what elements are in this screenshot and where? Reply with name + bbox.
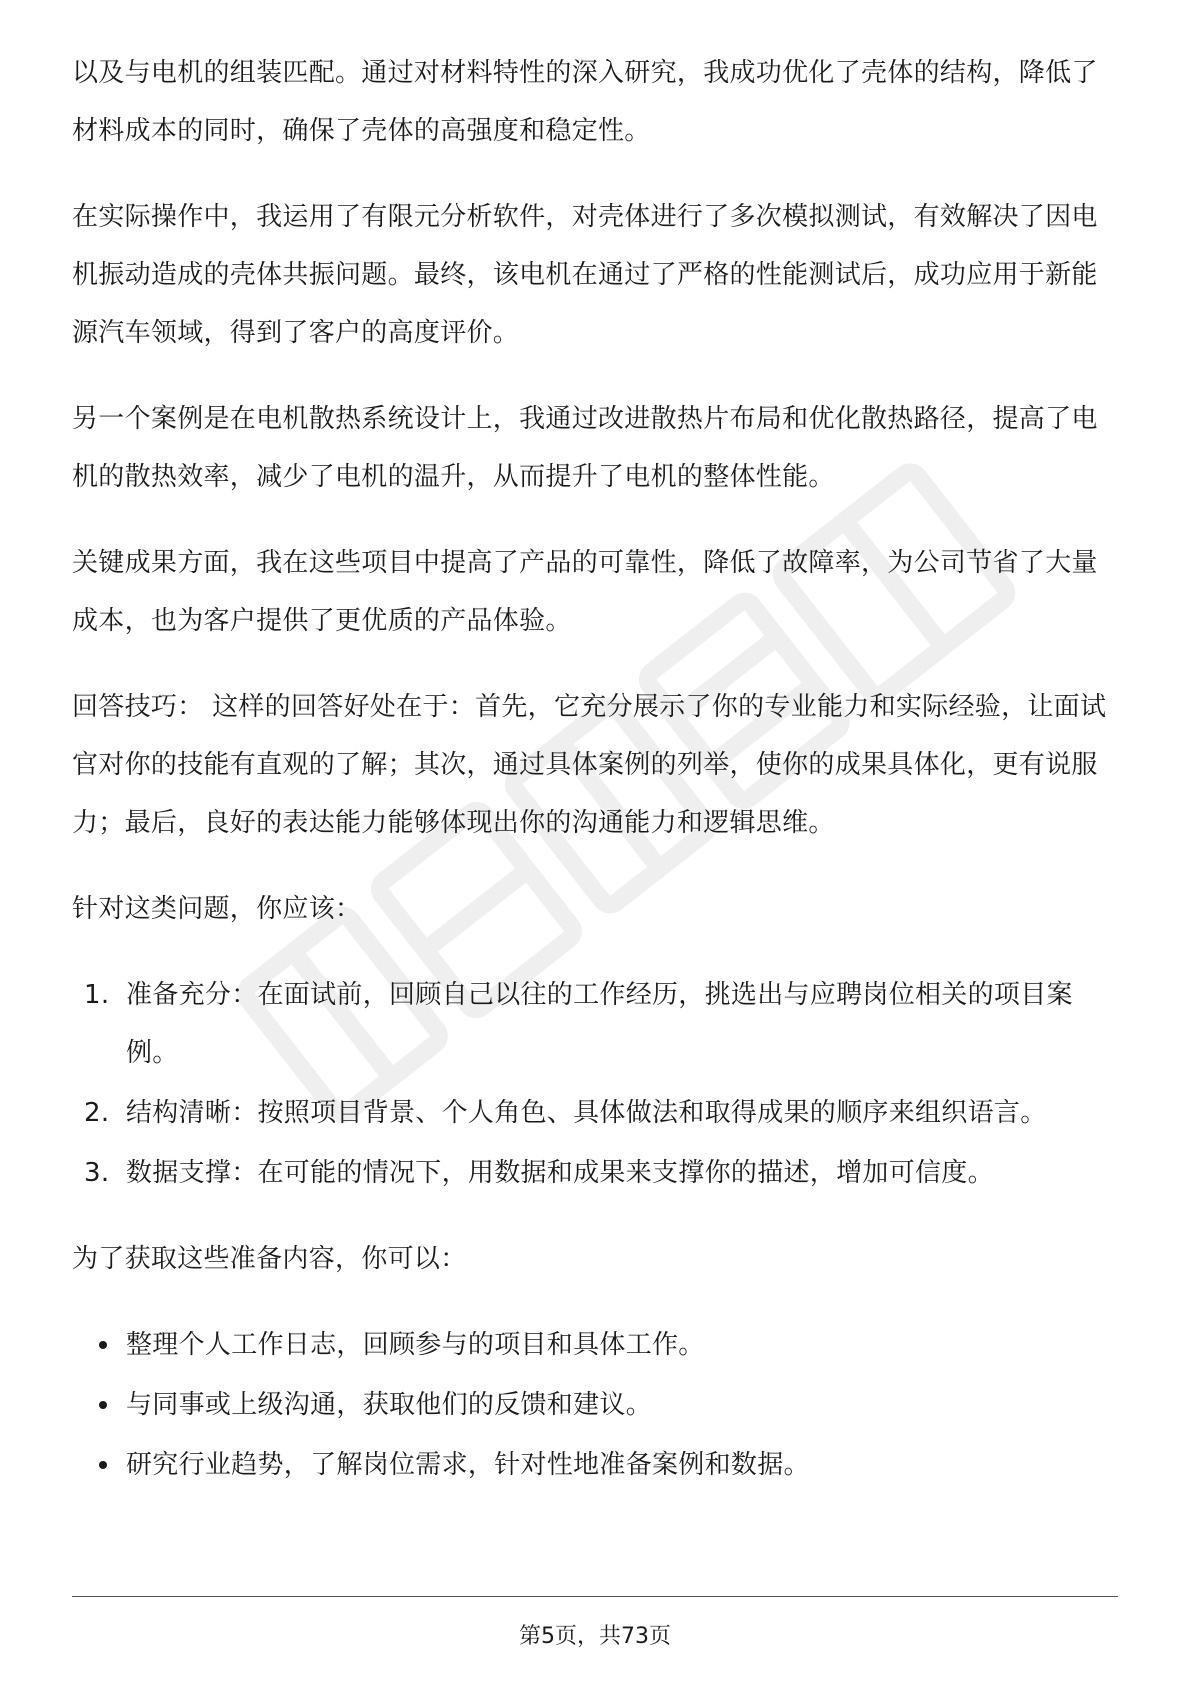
paragraph: 以及与电机的组装匹配。通过对材料特性的深入研究，我成功优化了壳体的结构，降低了材料成本的同时，确保了壳体的高强度和稳定性。 bbox=[72, 58, 1098, 146]
list-item-text: 研究行业趋势，了解岗位需求，针对性地准备案例和数据。 bbox=[126, 1450, 810, 1480]
bullet-icon bbox=[99, 1461, 107, 1469]
list-item-text: 准备充分：在面试前，回顾自己以往的工作经历，挑选出与应聘岗位相关的项目案例。 bbox=[126, 980, 1073, 1068]
list-item-text: 数据支撑：在可能的情况下，用数据和成果来支撑你的描述，增加可信度。 bbox=[126, 1158, 994, 1188]
list-item bbox=[72, 1376, 1118, 1434]
paragraph: 回答技巧： 这样的回答好处在于：首先，它充分展示了你的专业能力和实际经验，让面试官对你的技能有直观的了解；其次，通过具体案例的列举，使你的成果具体化，更有说服力；最后，良好的表达能力能够体现出你的沟通能力和逻辑思维。 bbox=[72, 692, 1107, 838]
paragraph: 关键成果方面，我在这些项目中提高了产品的可靠性，降低了故障率，为公司节省了大量成本，也为客户提供了更优质的产品体验。 bbox=[72, 548, 1098, 636]
bullet-list bbox=[72, 1316, 1118, 1494]
document-body bbox=[72, 44, 1118, 1496]
page-number: 第5页，共73页 bbox=[519, 1624, 671, 1649]
paragraph: 在实际操作中，我运用了有限元分析软件，对壳体进行了多次模拟测试，有效解决了因电机振动造成的壳体共振问题。最终，该电机在通过了严格的性能测试后，成功应用于新能源汽车领域，得到了客户的高度评价。 bbox=[72, 202, 1098, 348]
list-item-text: 结构清晰：按照项目背景、个人角色、具体做法和取得成果的顺序来组织语言。 bbox=[126, 1098, 1047, 1128]
numbered-list bbox=[72, 966, 1118, 1202]
bullet-icon bbox=[99, 1401, 107, 1409]
list-item-text: 与同事或上级沟通，获取他们的反馈和建议。 bbox=[126, 1390, 653, 1420]
footer-divider bbox=[72, 1596, 1118, 1597]
list-item bbox=[72, 1436, 1118, 1494]
paragraph: 为了获取这些准备内容，你可以： bbox=[72, 1244, 467, 1274]
list-number: 3. bbox=[84, 1158, 110, 1188]
bullet-icon bbox=[99, 1341, 107, 1349]
paragraph: 另一个案例是在电机散热系统设计上，我通过改进散热片布局和优化散热路径，提高了电机的散热效率，减少了电机的温升，从而提升了电机的整体性能。 bbox=[72, 404, 1098, 492]
list-number: 1. bbox=[84, 980, 110, 1010]
list-number: 2. bbox=[84, 1098, 110, 1128]
list-item bbox=[72, 1316, 1118, 1374]
list-item-text: 整理个人工作日志，回顾参与的项目和具体工作。 bbox=[126, 1330, 705, 1360]
list-item bbox=[72, 1084, 1118, 1142]
list-item bbox=[72, 1144, 1118, 1202]
paragraph: 针对这类问题，你应该： bbox=[72, 894, 362, 924]
list-item bbox=[72, 966, 1118, 1082]
